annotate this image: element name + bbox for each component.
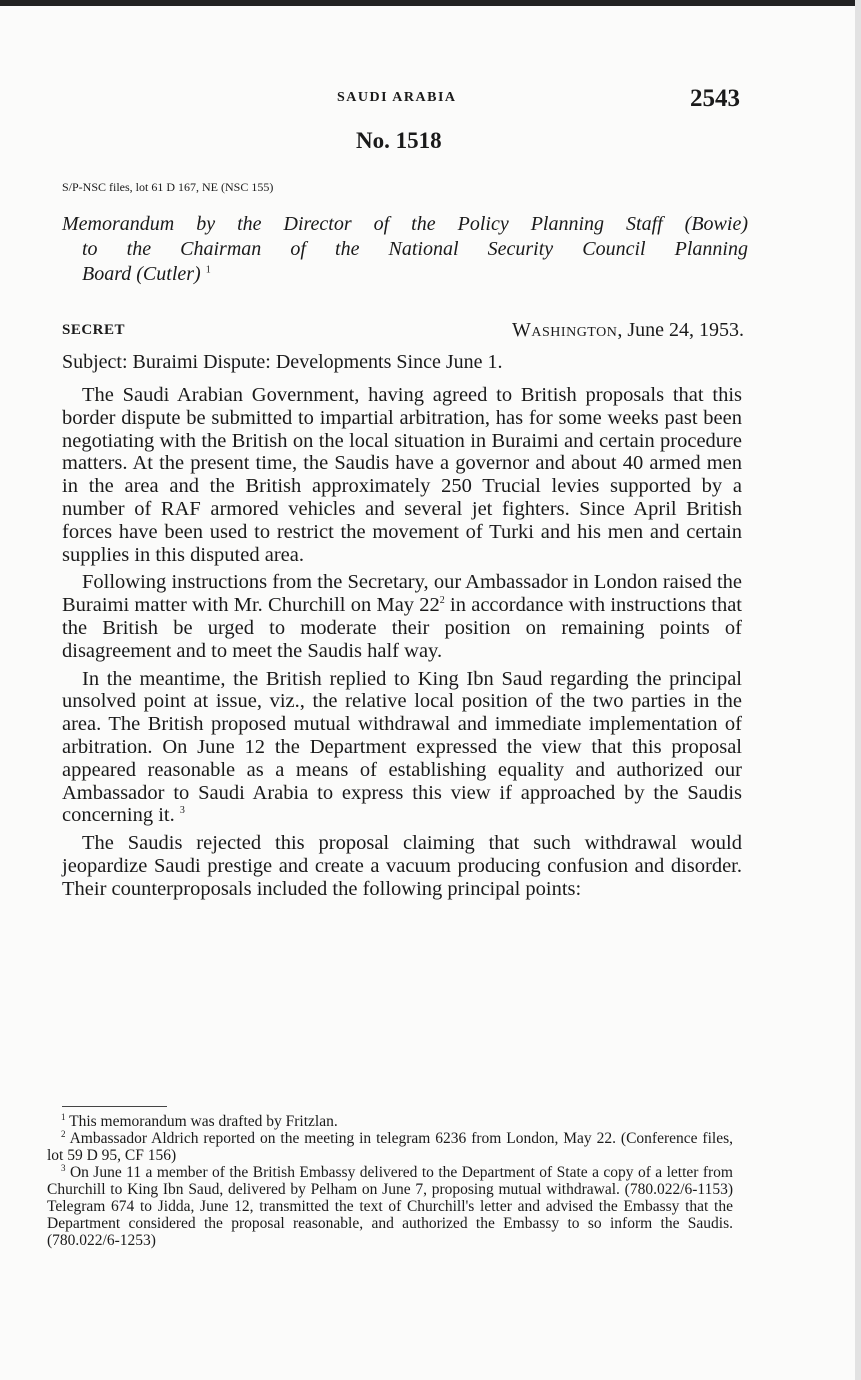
paragraph-4: The Saudis rejected this proposal claiming that such withdrawal would jeopardize Saudi prestige and create a vacuum producing confusion and disorder. Their counterproposals included the following principal points:	[62, 832, 742, 900]
footnotes	[47, 1113, 733, 1249]
paragraph-2	[62, 571, 742, 662]
footnote-1	[47, 1113, 733, 1130]
footnote-2-text: Ambassador Aldrich reported on the meeting in telegram 6236 from London, May 22. (Conference files, lot 59 D 95, CF 156)	[47, 1130, 733, 1164]
scan-right-edge	[855, 0, 861, 1380]
document-title	[62, 212, 748, 287]
footnote-1-mark: 1	[61, 1111, 66, 1122]
footnote-2-mark: 2	[61, 1128, 66, 1139]
footnote-ref-1: 1	[205, 264, 211, 276]
dateline	[512, 319, 744, 342]
subject-line: Subject: Buraimi Dispute: Developments Since June 1.	[62, 351, 503, 373]
footnote-divider	[62, 1106, 167, 1107]
footnote-2	[47, 1130, 733, 1164]
memo-body	[62, 384, 742, 906]
running-head: SAUDI ARABIA	[337, 90, 457, 105]
title-line-3-text: Board (Cutler)	[82, 263, 201, 285]
paragraph-3	[62, 668, 742, 828]
classification-marking: SECRET	[62, 322, 126, 338]
footnote-ref-2: 2	[439, 595, 445, 607]
paragraph-2-text-a: Following instructions from the Secretary, our Ambassador in London raised the Buraimi matter with Mr. Churchill on May 22	[62, 571, 742, 617]
footnote-3-mark: 3	[61, 1162, 66, 1173]
title-line-3	[62, 262, 748, 287]
title-line-2: to the Chairman of the National Security Council Planning	[82, 238, 748, 260]
page-number: 2543	[690, 85, 740, 112]
footnote-3	[47, 1164, 733, 1249]
paragraph-3-text: In the meantime, the British replied to King Ibn Saud regarding the principal unsolved point at issue, viz., the relative local position of the two parties in the area. The British proposed mutual withdrawal and immediate implementation of arbitration. On June 12 the Department expressed the view that this proposal appeared reasonable as a means of establishing equality and authorized our Ambassador to Saudi Arabia to express this view if approached by the Saudis concerning it.	[62, 667, 742, 827]
source-citation: S/P-NSC files, lot 61 D 167, NE (NSC 155)	[62, 180, 274, 194]
title-line-1: Memorandum by the Director of the Policy Planning Staff (Bowie)	[62, 213, 748, 235]
footnote-ref-3: 3	[179, 805, 185, 817]
footnote-1-text: This memorandum was drafted by Fritzlan.	[69, 1113, 338, 1130]
document-number: No. 1518	[356, 128, 442, 153]
dateline-place: Washington	[512, 319, 618, 341]
paragraph-2-text-b: in accordance with instructions that the British be urged to moderate their position on remaining points of disagreement and to meet the Saudis half way.	[62, 594, 742, 662]
scan-top-border	[0, 0, 861, 6]
footnote-3-text: On June 11 a member of the British Embassy delivered to the Department of State a copy of a letter from Churchill to King Ibn Saud, delivered by Pelham on June 7, proposing mutual withdrawal. (780.022/6-1153) Telegram 674 to Jidda, June 12, transmitted the text of Churchill's letter and advised the Embassy that the Department considered the proposal reasonable, and authorized the Embassy to so inform the Saudis. (780.022/6-1253)	[47, 1164, 733, 1249]
paragraph-1: The Saudi Arabian Government, having agreed to British proposals that this border dispute be submitted to impartial arbitration, has for some weeks past been negotiating with the British on the local situation in Buraimi and certain procedure matters. At the present time, the Saudis have a governor and about 40 armed men in the area and the British approximately 250 Trucial levies supported by a number of RAF armored vehicles and several jet fighters. Since April British forces have been used to restrict the movement of Turki and his men and certain supplies in this disputed area.	[62, 384, 742, 566]
dateline-date: , June 24, 1953.	[617, 319, 744, 341]
